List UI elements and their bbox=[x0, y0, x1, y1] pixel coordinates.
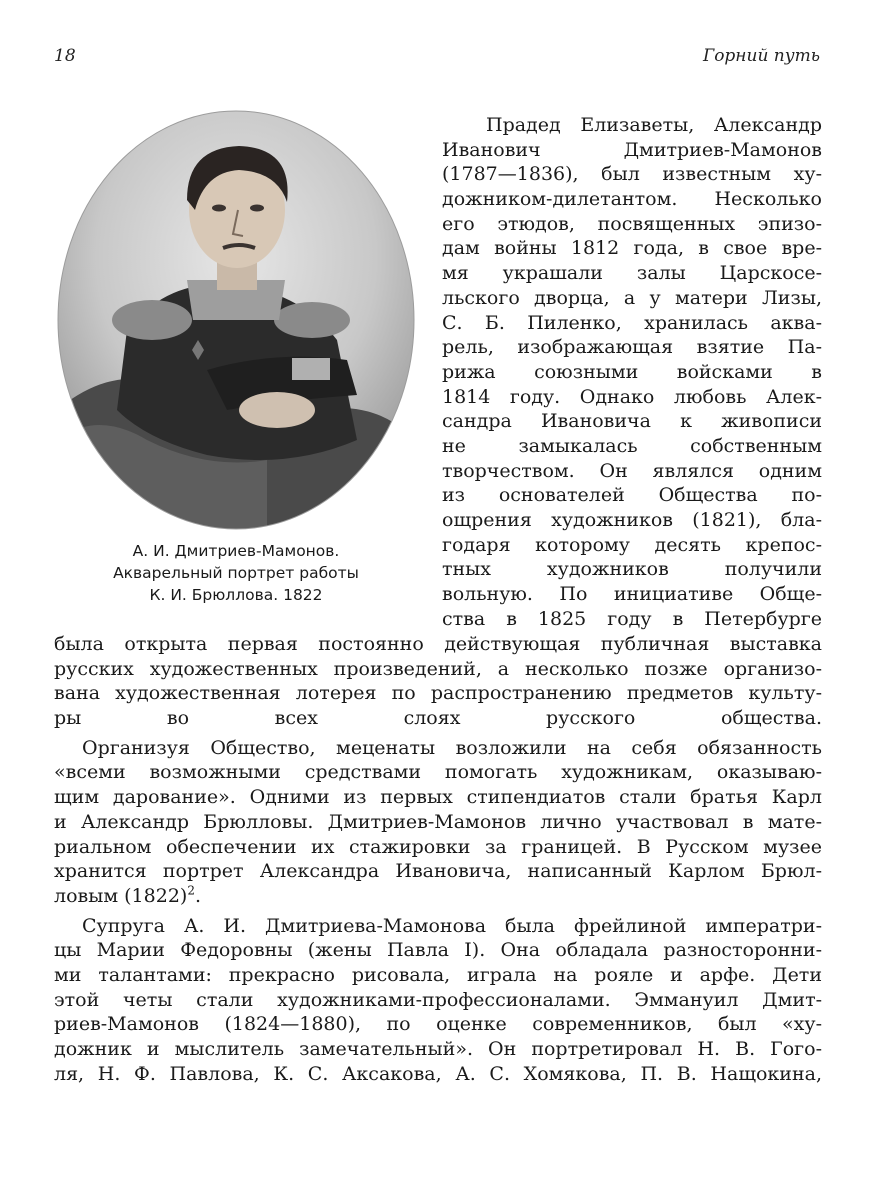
text-line: С. Б. Пиленко, хранилась аква- bbox=[442, 311, 822, 334]
portrait-image bbox=[57, 110, 415, 530]
text-line: дам войны 1812 года, в свое вре- bbox=[442, 237, 822, 260]
text-line: цы Марии Федоровны (жены Павла I). Она обладала разносторонни- bbox=[54, 939, 822, 962]
text-line: ловым $(1822)^2$. bbox=[54, 883, 202, 907]
text-line: сандра Ивановича к живописи bbox=[442, 410, 822, 433]
text-line: этой четы стали художниками-профессионалами. Эммануил Дмит- bbox=[54, 988, 822, 1011]
text-line: из основателей Общества по- bbox=[442, 484, 822, 507]
text-line: льского дворца, а у матери Лизы, bbox=[442, 286, 822, 309]
side-column-text bbox=[442, 113, 822, 631]
text-line: годаря которому десять крепос- bbox=[442, 533, 822, 556]
running-title: Горний путь bbox=[702, 46, 820, 66]
text-line: рижа союзными войсками в bbox=[442, 360, 822, 383]
text-line: ства в 1825 году в Петербурге bbox=[442, 607, 822, 630]
text-fragment: ловым (1822) bbox=[54, 884, 188, 907]
text-line: дожником-дилетантом. Несколько bbox=[442, 188, 822, 211]
text-line: его этюдов, посвященных эпизо- bbox=[442, 212, 822, 235]
caption-line: Акварельный портрет работы bbox=[113, 564, 359, 582]
text-line: щим дарование». Одними из первых стипендиатов стали братья Карл bbox=[54, 786, 822, 809]
text-line: ощрения художников (1821), бла- bbox=[442, 509, 822, 531]
text-line: не замыкалась собственным bbox=[442, 434, 822, 457]
text-line: ля, Н. Ф. Павлова, К. С. Аксакова, А. С. Хомякова, П. В. Нащокина, bbox=[54, 1062, 822, 1085]
caption-line: А. И. Дмитриев-Мамонов. bbox=[132, 542, 340, 560]
text-line: (1787—1836), был известным ху- bbox=[442, 163, 822, 186]
text-line: была открыта первая постоянно действующая публичная выставка bbox=[54, 633, 822, 655]
text-line: риев-Мамонов (1824—1880), по оценке современников, был «ху- bbox=[54, 1013, 822, 1036]
text-line: творчеством. Он являлся одним bbox=[442, 459, 822, 482]
portrait-figure bbox=[54, 110, 418, 606]
text-line: ми талантами: прекрасно рисовала, играла на рояле и арфе. Дети bbox=[54, 963, 822, 986]
caption-line: К. И. Брюллова. 1822 bbox=[149, 586, 323, 604]
text-line: Прадед Елизаветы, Александр bbox=[486, 114, 822, 136]
page-number: 18 bbox=[54, 46, 76, 66]
text-line: русских художественных произведений, а несколько позже организо- bbox=[54, 657, 822, 680]
body-text bbox=[54, 632, 822, 1086]
footnote-mark: 2 bbox=[187, 883, 195, 898]
running-header bbox=[54, 46, 820, 66]
text-line: вана художественная лотерея по распространению предметов культу- bbox=[54, 682, 822, 705]
text-line: Супруга А. И. Дмитриева-Мамонова была фрейлиной императри- bbox=[82, 914, 822, 937]
text-line: 1814 году. Однако любовь Алек- bbox=[442, 385, 822, 408]
text-line: тных художников получили bbox=[442, 558, 822, 581]
text-line: «всеми возможными средствами помогать художникам, оказываю- bbox=[54, 761, 822, 784]
text-line: рель, изображающая взятие Па- bbox=[442, 336, 822, 359]
portrait-caption bbox=[54, 540, 418, 606]
text-line: мя украшали залы Царскосе- bbox=[442, 262, 822, 285]
text-line: Иванович Дмитриев-Мамонов bbox=[442, 138, 822, 161]
text-line: ры во всех слоях русского общества. bbox=[54, 707, 822, 730]
text-line: Организуя Общество, меценаты возложили на себя обязанность bbox=[82, 736, 822, 759]
text-line: риальном обеспечении их стажировки за границей. В Русском музее bbox=[54, 835, 822, 858]
text-line: и Александр Брюлловы. Дмитриев-Мамонов лично участвовал в мате- bbox=[54, 810, 822, 833]
text-line: хранится портрет Александра Ивановича, написанный Карлом Брюл- bbox=[54, 860, 822, 883]
text-line: дожник и мыслитель замечательный». Он портретировал Н. В. Гого- bbox=[54, 1038, 822, 1060]
text-line: вольную. По инициативе Обще- bbox=[442, 583, 822, 606]
